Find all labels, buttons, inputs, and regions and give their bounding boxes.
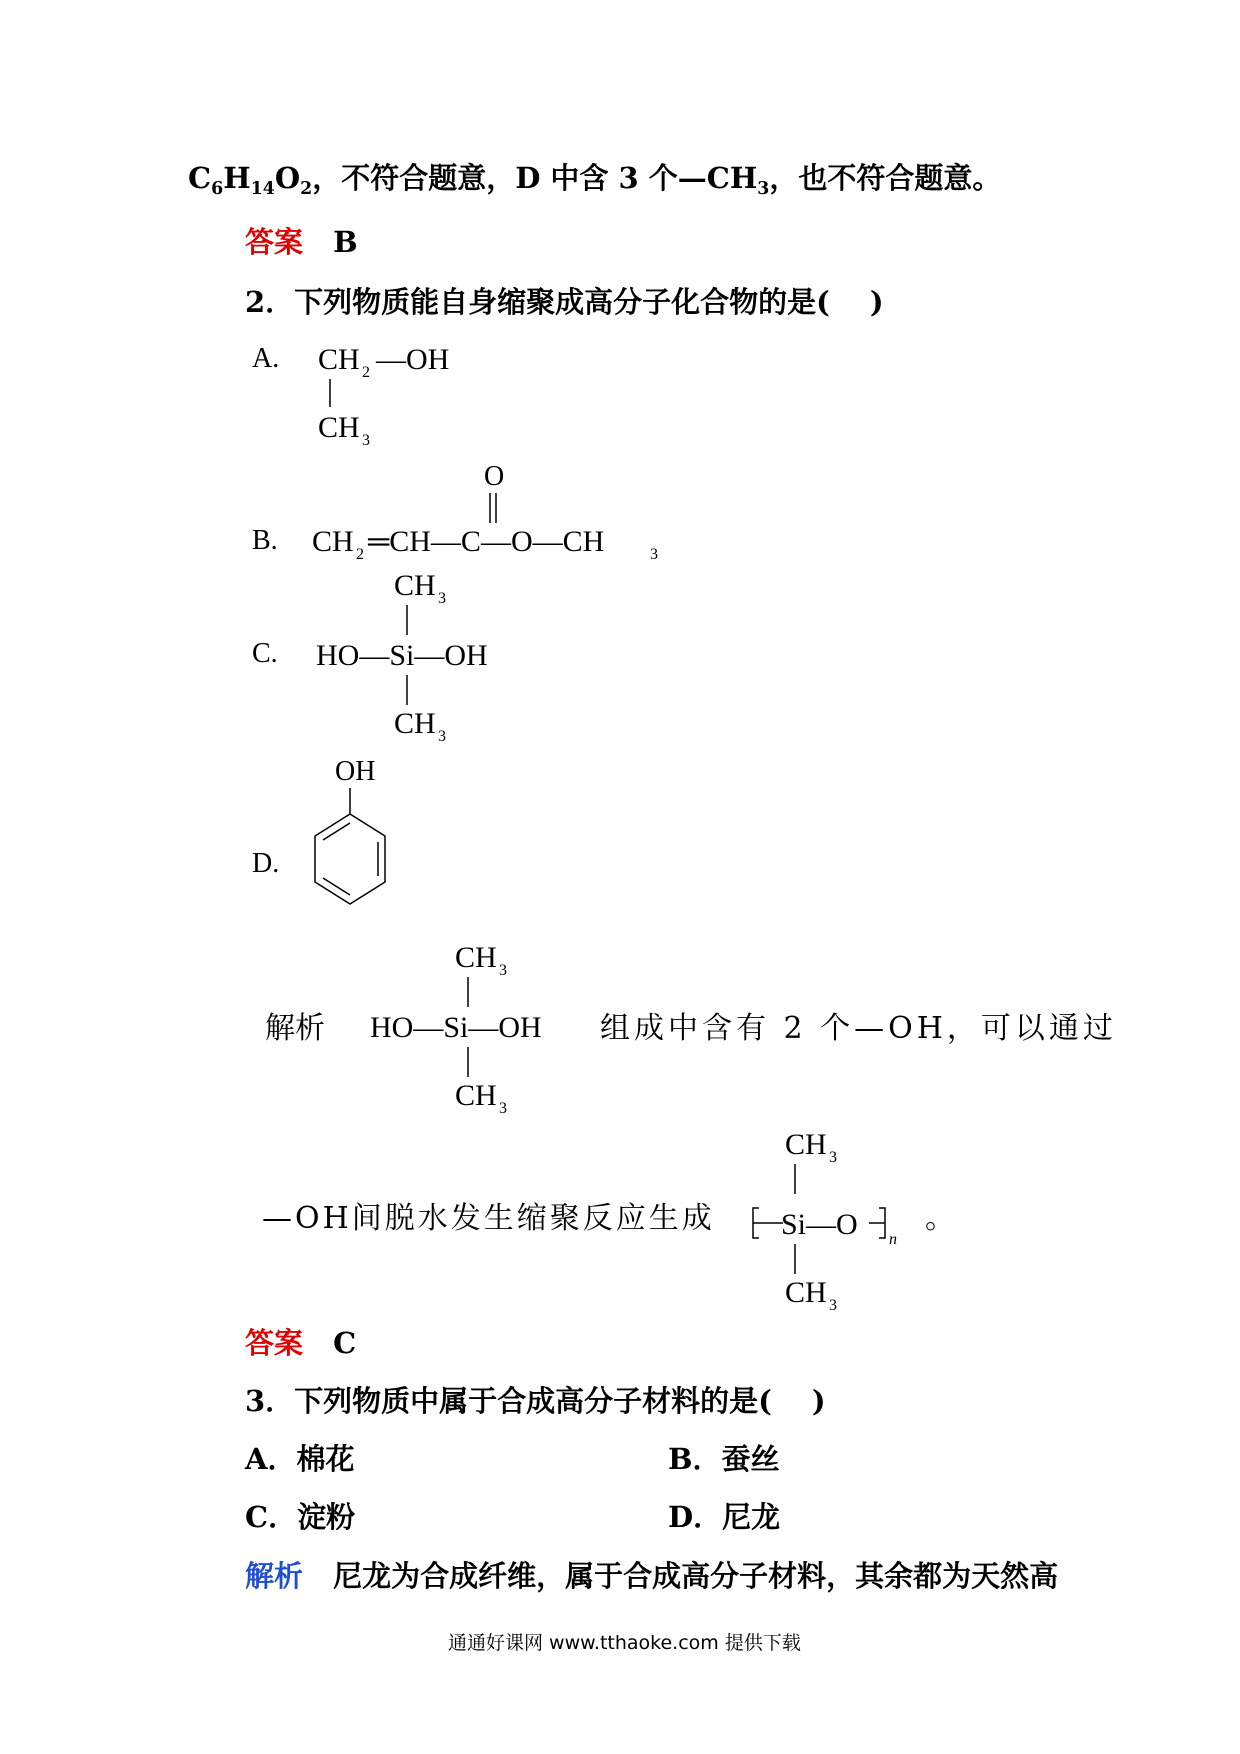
option-b-letter: B.	[252, 525, 278, 556]
q3-option-c	[245, 1497, 355, 1537]
question-2-close: )	[869, 285, 884, 319]
b-ch: CH	[312, 525, 354, 558]
analysis-2-text-1: 组成中含有 2 个—OH，可以通过	[600, 1011, 1117, 1046]
intro-text-1: ，不符合题意，D 中含 3 个—CH	[312, 161, 758, 195]
c-ch-top: CH	[394, 569, 436, 602]
question-2-text: 2．下列物质能自身缩聚成高分子化合物的是(	[245, 285, 830, 319]
p-sub-top: 3	[829, 1149, 837, 1166]
m-sub-bottom: 3	[499, 1100, 507, 1117]
b-sub-3: 3	[650, 546, 658, 563]
option-c-structure	[316, 565, 556, 745]
benzene-inner-bond-3	[323, 823, 350, 840]
question-3-stem	[245, 1381, 826, 1421]
option-b-structure	[312, 455, 672, 565]
question-3-close: )	[811, 1384, 826, 1418]
b-sub-2: 2	[356, 546, 364, 563]
option-text: 淀粉	[297, 1500, 356, 1534]
p-n: n	[889, 1231, 897, 1248]
intro-line	[188, 158, 1001, 209]
option-d-phenol-structure	[305, 750, 425, 910]
option-letter: A．	[245, 1442, 297, 1476]
q3-option-a	[245, 1439, 355, 1479]
analysis-2-end: 。	[925, 1201, 955, 1236]
option-letter: D．	[668, 1500, 723, 1534]
p-main-chain: Si—O	[781, 1208, 858, 1241]
p-ch-bottom: CH	[785, 1276, 827, 1309]
answer-value: C	[333, 1326, 357, 1360]
m-ch-top: CH	[455, 941, 497, 974]
answer-label: 答案	[245, 1326, 304, 1360]
formula-sub-14: 14	[250, 179, 275, 200]
p-sub-bottom: 3	[829, 1297, 837, 1314]
m-sub-top: 3	[499, 962, 507, 979]
answer-value: B	[333, 225, 358, 259]
option-letter: B．	[668, 1442, 722, 1476]
formula-sub-6: 6	[211, 179, 224, 200]
question-3-text: 3．下列物质中属于合成高分子材料的是(	[245, 1384, 772, 1418]
c-sub-3-top: 3	[438, 590, 446, 607]
option-text: 棉花	[296, 1442, 355, 1476]
analysis-2-text-2: —OH间脱水发生缩聚反应生成	[262, 1201, 715, 1236]
answer-2	[245, 1323, 356, 1363]
q3-option-d	[668, 1497, 780, 1537]
m-main-chain: HO—Si—OH	[370, 1011, 542, 1044]
q3-option-b	[668, 1439, 780, 1479]
analysis-2-molecule	[370, 935, 590, 1115]
a-sub-2: 2	[362, 364, 370, 381]
option-letter: C．	[245, 1500, 298, 1534]
benzene-inner-bond-2	[323, 878, 350, 895]
option-d-letter: D.	[252, 848, 280, 879]
formula-c: C	[188, 161, 212, 195]
a-oh: —OH	[376, 343, 450, 376]
analysis-3	[245, 1556, 1058, 1596]
analysis-label: 解析	[245, 1559, 304, 1593]
formula-sub-2: 2	[300, 179, 313, 200]
a-sub-3: 3	[362, 432, 370, 449]
option-a-letter: A.	[252, 343, 280, 374]
page-footer: 通通好课网 www.tthaoke.com 提供下载	[448, 1632, 801, 1654]
b-chain: ═CH—C—O—CH	[368, 525, 605, 558]
intro-text-2: ，也不符合题意。	[769, 161, 1002, 195]
c-ch-bottom: CH	[394, 707, 436, 740]
formula-o: O	[274, 161, 301, 195]
option-c-letter: C.	[252, 638, 278, 669]
a-ch: CH	[318, 343, 360, 376]
c-main-chain: HO—Si—OH	[316, 639, 488, 672]
formula-h: H	[223, 161, 251, 195]
question-2-stem	[245, 282, 884, 322]
answer-label: 答案	[245, 225, 304, 259]
b-carbonyl-o: O	[484, 461, 505, 492]
option-a-structure	[318, 335, 518, 449]
analysis-text: 尼龙为合成纤维，属于合成高分子材料，其余都为天然高	[333, 1559, 1059, 1593]
c-sub-3-bottom: 3	[438, 728, 446, 745]
benzene-ring-icon	[315, 814, 385, 904]
a-ch-bottom: CH	[318, 411, 360, 444]
option-text: 尼龙	[722, 1500, 781, 1534]
p-ch-top: CH	[785, 1128, 827, 1161]
intro-ch3-sub: 3	[757, 179, 770, 200]
m-ch-bottom: CH	[455, 1079, 497, 1112]
answer-1	[245, 222, 358, 262]
analysis-2-label: 解析	[265, 1011, 325, 1046]
option-text: 蚕丝	[721, 1442, 780, 1476]
d-oh: OH	[335, 756, 376, 787]
